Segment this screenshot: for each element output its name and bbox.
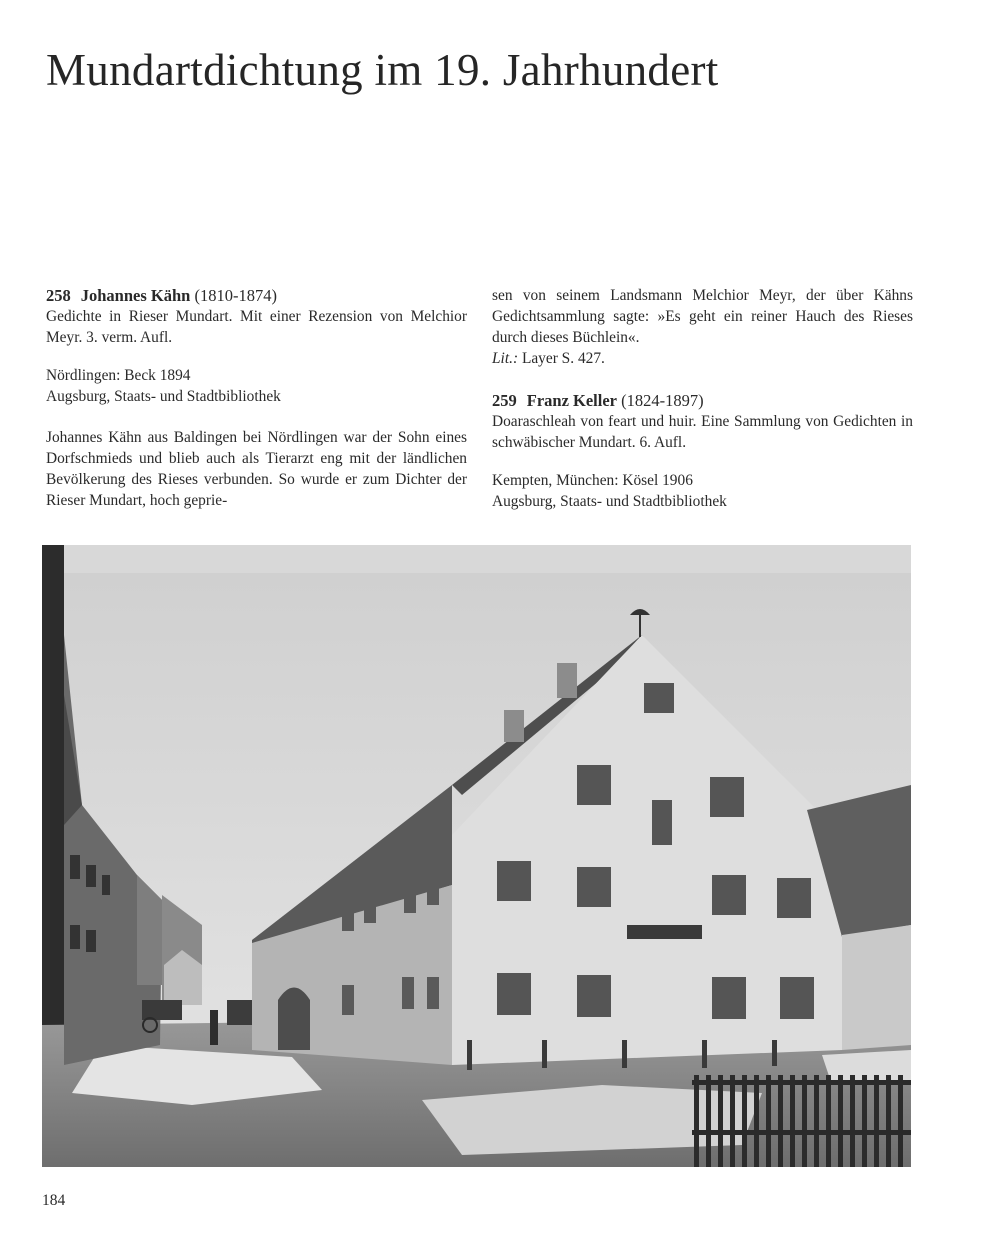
entry-258-location: Augsburg, Staats- und Stadtbibliothek [46, 388, 281, 405]
village-house-photo [42, 545, 911, 1167]
column-right [492, 285, 913, 512]
entry-259-location: Augsburg, Staats- und Stadtbibliothek [492, 493, 727, 510]
entry-258-dates: (1810-1874) [194, 286, 277, 305]
entry-259-name: Franz Keller [526, 391, 618, 410]
entry-258-publisher: Nördlingen: Beck 1894 [46, 367, 191, 384]
entry-258-heading [46, 285, 467, 306]
literature-label: Lit.: [492, 350, 519, 367]
entry-258-name: Johannes Kähn [80, 286, 191, 305]
entry-259-heading [492, 390, 913, 411]
entry-259-description: Doaraschleah von feart und huir. Eine Sammlung von Gedichten in schwäbischer Mundart. 6. Aufl. [492, 413, 913, 451]
page-title: Mundartdichtung im 19. Jahrhundert [46, 45, 719, 95]
entry-259-dates: (1824-1897) [621, 391, 704, 410]
entry-259-publisher: Kempten, München: Kösel 1906 [492, 472, 693, 489]
column-left [46, 285, 467, 511]
literature-reference: Layer S. 427. [521, 350, 605, 367]
page-number: 184 [42, 1192, 66, 1209]
entry-258-description: Gedichte in Rieser Mundart. Mit einer Rezension von Melchior Meyr. 3. verm. Aufl. [46, 308, 467, 346]
entry-259-number: 259 [492, 391, 517, 410]
entry-258-literature [492, 348, 913, 369]
entry-258-number: 258 [46, 286, 71, 305]
entry-258-text: Johannes Kähn aus Baldingen bei Nördlingen war der Sohn eines Dorfschmieds und blieb auch als Tierarzt eng mit der ländlichen Bevölkerung des Rieses verbunden. So wurde er zum Dichter der Rieser Mundart, hoch geprie- [46, 429, 467, 509]
entry-258-text-continued: sen von seinem Landsmann Melchior Meyr, der über Kähns Gedichtsammlung sagte: »Es geht ein reiner Hauch des Rieses durch dieses Büchlein«. [492, 287, 913, 346]
